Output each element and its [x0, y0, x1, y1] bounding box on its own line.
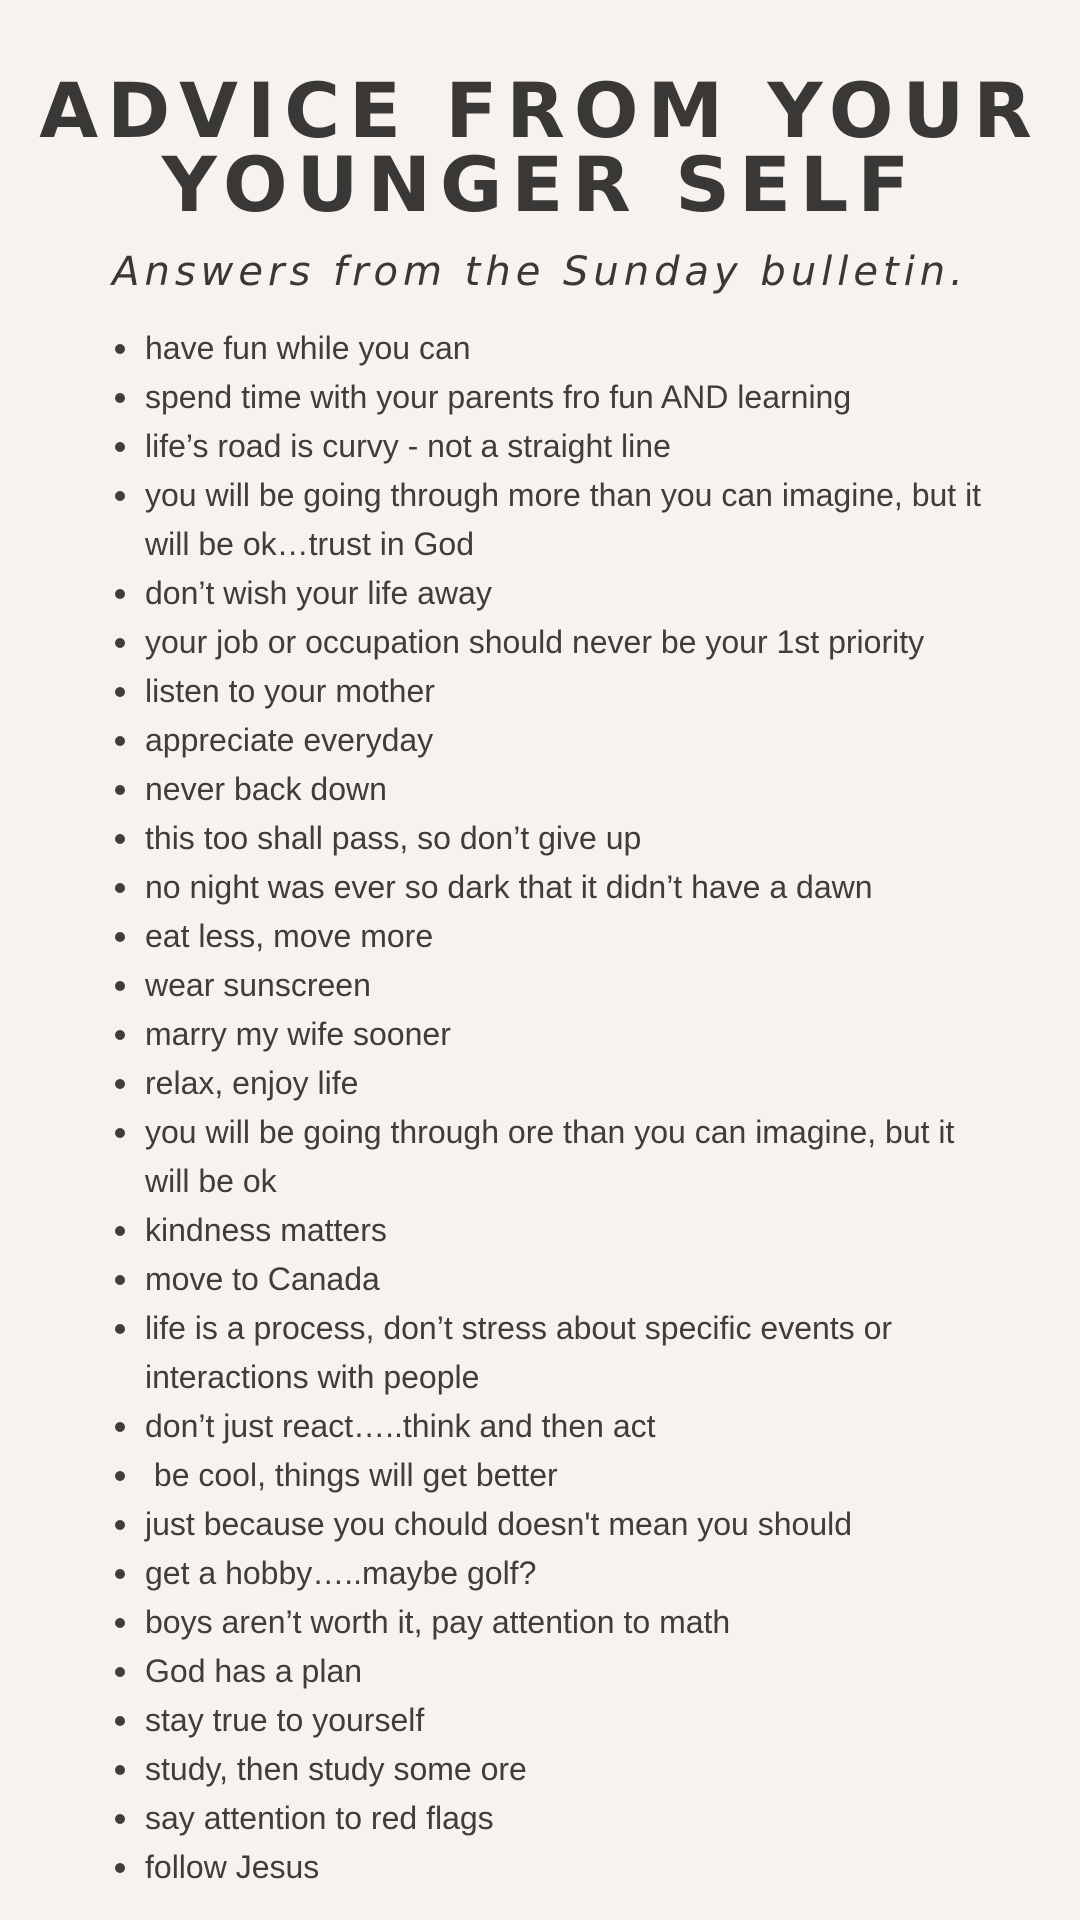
list-item: study, then study some ore [145, 1745, 995, 1794]
list-item: kindness matters [145, 1206, 995, 1255]
list-item: get a hobby…..maybe golf? [145, 1549, 995, 1598]
list-item: you will be going through ore than you can imagine, but it will be ok [145, 1108, 995, 1206]
list-item: this too shall pass, so don’t give up [145, 814, 995, 863]
list-item: spend time with your parents fro fun AND learning [145, 373, 995, 422]
list-item: say attention to red flags [145, 1794, 995, 1843]
list-item: relax, enjoy life [145, 1059, 995, 1108]
list-item: life’s road is curvy - not a straight line [145, 422, 995, 471]
title-line-2: YOUNGER SELF [161, 140, 919, 229]
title-line-1: ADVICE FROM YOUR [39, 66, 1041, 155]
list-item: your job or occupation should never be your 1st priority [145, 618, 995, 667]
list-item: have fun while you can [145, 324, 995, 373]
list-item: move to Canada [145, 1255, 995, 1304]
subtitle: Answers from the Sunday bulletin. [112, 249, 968, 295]
list-item: eat less, move more [145, 912, 995, 961]
page-title [0, 66, 1080, 229]
list-item: don’t wish your life away [145, 569, 995, 618]
list-item: listen to your mother [145, 667, 995, 716]
list-item: you will be going through more than you can imagine, but it will be ok…trust in God [145, 471, 995, 569]
list-item: just because you chould doesn't mean you should [145, 1500, 995, 1549]
list-item: don’t just react…..think and then act [145, 1402, 995, 1451]
list-item: never back down [145, 765, 995, 814]
list-item: God has a plan [145, 1647, 995, 1696]
list-item: wear sunscreen [145, 961, 995, 1010]
list-item: marry my wife sooner [145, 1010, 995, 1059]
list-item: no night was ever so dark that it didn’t have a dawn [145, 863, 995, 912]
list-item: boys aren’t worth it, pay attention to math [145, 1598, 995, 1647]
advice-list [145, 324, 995, 1892]
list-item: follow Jesus [145, 1843, 995, 1892]
list-item: appreciate everyday [145, 716, 995, 765]
list-item: life is a process, don’t stress about specific events or interactions with people [145, 1304, 995, 1402]
list-item: stay true to yourself [145, 1696, 995, 1745]
list-item: be cool, things will get better [145, 1451, 995, 1500]
